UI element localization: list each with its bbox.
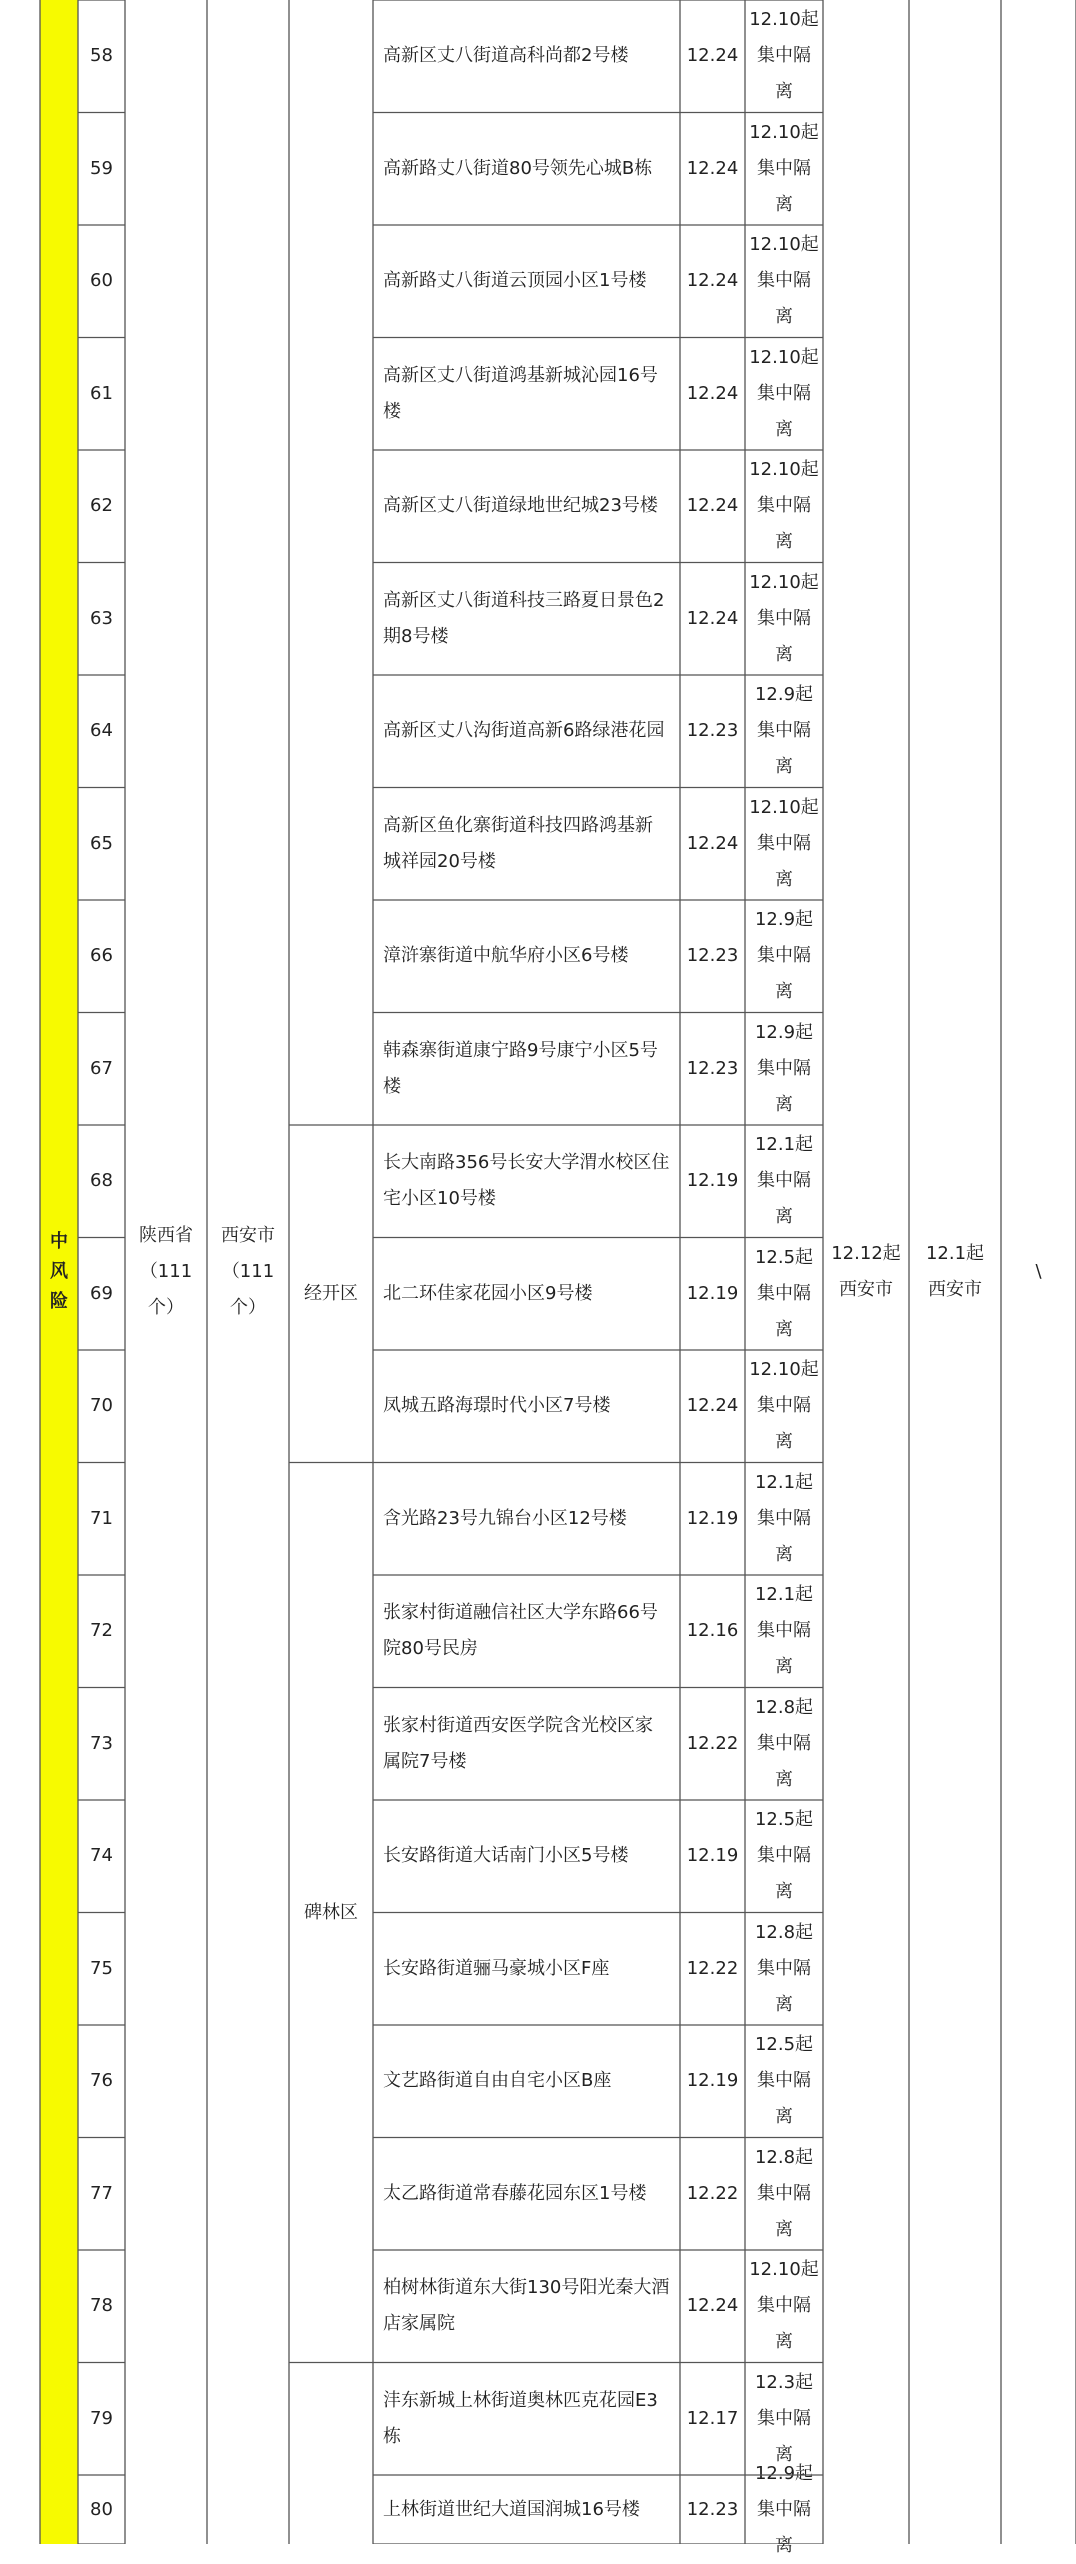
isolation-text-line: 集中隔 [757, 2295, 811, 2317]
isolation-text-line: 集中隔 [756, 1620, 811, 1642]
address-text-line: 上林街道世纪大道国润城16号楼 [383, 2498, 640, 2520]
date-text: 12.24 [686, 270, 739, 292]
row-number: 77 [90, 2182, 113, 2204]
isolation-text-line: 集中隔 [757, 157, 811, 179]
row-number: 64 [90, 720, 113, 742]
isolation-text-line: 离 [774, 2106, 793, 2128]
address-text-line: 太乙路街道常春藤花园东区1号楼 [383, 2182, 647, 2204]
date-text: 12.17 [686, 2407, 739, 2429]
address-text-line: 宅小区10号楼 [383, 1188, 496, 1210]
isolation-text-line: 离 [774, 2443, 793, 2465]
isolation-text-line: 离 [775, 193, 793, 215]
isolation-text-line: 离 [775, 81, 793, 103]
isolation-text-line: 12.10起 [749, 9, 819, 31]
address-text-line: 高新路丈八街道80号领先心城B栋 [383, 157, 653, 179]
isolation-text-line: 集中隔 [756, 2498, 811, 2520]
isolation-text-line: 离 [774, 1318, 793, 1340]
isolation-text-line: 集中隔 [756, 945, 811, 967]
row-number: 66 [90, 945, 113, 967]
isolation-text-line: 12.10起 [749, 796, 819, 818]
row-number: 65 [90, 832, 113, 854]
isolation-text-line: 12.8起 [754, 1921, 814, 1943]
date-text: 12.19 [686, 2070, 739, 2092]
control-start-text-line: 12.12起 [831, 1243, 901, 1264]
row-number: 79 [90, 2407, 113, 2429]
row-number: 78 [90, 2295, 113, 2317]
isolation-text-line: 12.10起 [749, 234, 819, 256]
date-text: 12.22 [686, 2182, 739, 2204]
isolation-text-line: 离 [774, 1543, 793, 1565]
isolation-text-line: 集中隔 [757, 607, 811, 629]
row-number: 63 [90, 607, 113, 629]
row-number: 75 [90, 1957, 113, 1979]
date-text: 12.23 [686, 2498, 739, 2520]
isolation-text-line: 12.5起 [754, 2034, 814, 2056]
date-text: 12.23 [686, 1057, 739, 1079]
row-number: 73 [90, 1732, 113, 1754]
release-text-line: 12.1起 [925, 1243, 985, 1264]
address-text-line: 长大南路356号长安大学渭水校区住 [383, 1152, 670, 1174]
remark-text: \ [1035, 1261, 1042, 1282]
isolation-text-line: 离 [775, 418, 793, 440]
date-text: 12.24 [686, 607, 739, 629]
isolation-text-line: 离 [774, 1206, 793, 1228]
address-text-line: 含光路23号九锦台小区12号楼 [383, 1507, 627, 1529]
isolation-text-line: 12.5起 [754, 1246, 814, 1268]
date-text: 12.19 [686, 1282, 739, 1304]
isolation-text-line: 离 [774, 1093, 793, 1115]
isolation-text-line: 离 [775, 306, 793, 328]
date-text: 12.23 [686, 945, 739, 967]
isolation-text-line: 离 [774, 981, 793, 1003]
address-text-line: 城祥园20号楼 [383, 850, 496, 872]
isolation-text-line: 12.9起 [754, 1021, 814, 1043]
isolation-text-line: 12.1起 [754, 1584, 814, 1606]
date-text: 12.16 [686, 1620, 739, 1642]
isolation-text-line: 12.9起 [754, 2462, 814, 2484]
isolation-text-line: 集中隔 [757, 45, 811, 67]
isolation-text-line: 12.10起 [749, 346, 819, 368]
row-number: 59 [90, 157, 113, 179]
risk-level-label-line: 风 [50, 1261, 68, 1282]
date-text: 12.24 [686, 157, 739, 179]
isolation-text-line: 12.9起 [754, 909, 814, 931]
province-label-line: （111 [139, 1261, 193, 1282]
risk-level-label-line: 中 [50, 1231, 68, 1252]
address-text-line: 栋 [383, 2425, 401, 2447]
address-text-line: 院80号民房 [383, 1638, 478, 1660]
isolation-text-line: 离 [774, 1768, 793, 1790]
date-text: 12.22 [686, 1732, 739, 1754]
isolation-text-line: 集中隔 [756, 1845, 811, 1867]
address-text-line: 长安路街道骊马豪城小区F座 [383, 1957, 610, 1979]
row-number: 58 [90, 45, 113, 67]
address-text-line: 属院7号楼 [383, 1750, 467, 1772]
date-text: 12.24 [686, 45, 739, 67]
date-text: 12.24 [686, 832, 739, 854]
date-text: 12.22 [686, 1957, 739, 1979]
row-number: 62 [90, 495, 113, 517]
isolation-text-line: 离 [774, 2534, 793, 2556]
row-number: 74 [90, 1845, 113, 1867]
release-text-line: 西安市 [927, 1279, 982, 1300]
row-number: 60 [90, 270, 113, 292]
control-start-text-line: 西安市 [839, 1279, 893, 1300]
row-number: 76 [90, 2070, 113, 2092]
isolation-text-line: 离 [775, 531, 793, 553]
date-text: 12.24 [686, 2295, 739, 2317]
isolation-text-line: 离 [774, 1656, 793, 1678]
isolation-text-line: 12.8起 [754, 2146, 814, 2168]
address-text-line: 高新路丈八街道云顶园小区1号楼 [383, 270, 647, 292]
row-number: 69 [90, 1282, 113, 1304]
address-text-line: 高新区丈八街道科技三路夏日景色2 [383, 589, 665, 611]
date-text: 12.24 [686, 382, 739, 404]
address-text-line: 漳浒寨街道中航华府小区6号楼 [383, 945, 629, 967]
address-text-line: 北二环佳家花园小区9号楼 [383, 1282, 593, 1304]
address-text-line: 高新区丈八沟街道高新6路绿港花园 [383, 720, 665, 742]
date-text: 12.19 [686, 1507, 739, 1529]
address-text-line: 长安路街道大话南门小区5号楼 [383, 1845, 629, 1867]
isolation-text-line: 12.10起 [749, 459, 819, 481]
risk-level-label-line: 险 [50, 1291, 68, 1312]
city-label-line: 个） [230, 1297, 266, 1318]
date-text: 12.23 [686, 720, 739, 742]
isolation-text-line: 12.3起 [754, 2371, 814, 2393]
address-text-line: 期8号楼 [383, 625, 449, 647]
address-text-line: 店家属院 [383, 2313, 455, 2335]
row-number: 72 [90, 1620, 113, 1642]
isolation-text-line: 离 [775, 1431, 793, 1453]
date-text: 12.19 [686, 1170, 739, 1192]
isolation-text-line: 离 [774, 756, 793, 778]
address-text-line: 柏树林街道东大街130号阳光秦大酒 [383, 2277, 670, 2299]
address-text-line: 韩森寨街道康宁路9号康宁小区5号 [383, 1039, 658, 1061]
row-number: 67 [90, 1057, 113, 1079]
isolation-text-line: 集中隔 [756, 1732, 811, 1754]
address-text-line: 高新区丈八街道绿地世纪城23号楼 [383, 495, 658, 517]
isolation-text-line: 集中隔 [756, 1057, 811, 1079]
isolation-text-line: 集中隔 [757, 1395, 811, 1417]
isolation-text-line: 集中隔 [757, 495, 811, 517]
isolation-text-line: 集中隔 [756, 1170, 811, 1192]
date-text: 12.24 [686, 495, 739, 517]
isolation-text-line: 集中隔 [757, 832, 811, 854]
row-number: 71 [90, 1507, 113, 1529]
isolation-text-line: 集中隔 [756, 1282, 811, 1304]
address-text-line: 张家村街道融信社区大学东路66号 [383, 1602, 658, 1624]
isolation-text-line: 离 [775, 643, 793, 665]
city-label-line: （111 [221, 1261, 275, 1282]
isolation-text-line: 集中隔 [756, 2182, 811, 2204]
isolation-text-line: 离 [775, 868, 793, 890]
isolation-text-line: 12.10起 [749, 1359, 819, 1381]
isolation-text-line: 集中隔 [756, 1957, 811, 1979]
address-text-line: 张家村街道西安医学院含光校区家 [383, 1714, 653, 1736]
city-label-line: 西安市 [221, 1225, 275, 1246]
isolation-text-line: 12.5起 [754, 1809, 814, 1831]
isolation-text-line: 离 [774, 2218, 793, 2240]
row-number: 80 [90, 2498, 113, 2520]
isolation-text-line: 集中隔 [757, 382, 811, 404]
district-label-beilin: 碑林区 [304, 1901, 358, 1923]
isolation-text-line: 集中隔 [756, 1507, 811, 1529]
isolation-text-line: 12.9起 [754, 684, 814, 706]
address-text-line: 凤城五路海璟时代小区7号楼 [383, 1395, 611, 1417]
address-text-line: 高新区丈八街道鸿基新城沁园16号 [383, 364, 658, 386]
isolation-text-line: 离 [774, 1881, 793, 1903]
isolation-text-line: 12.10起 [749, 571, 819, 593]
province-label-line: 个） [148, 1297, 184, 1318]
isolation-text-line: 集中隔 [756, 720, 811, 742]
date-text: 12.19 [686, 1845, 739, 1867]
row-number: 68 [90, 1170, 113, 1192]
row-number: 70 [90, 1395, 113, 1417]
isolation-text-line: 12.8起 [754, 1696, 814, 1718]
province-label-line: 陕西省 [139, 1225, 193, 1246]
isolation-text-line: 集中隔 [756, 2407, 811, 2429]
address-text-line: 高新区丈八街道高科尚都2号楼 [383, 45, 629, 67]
isolation-text-line: 集中隔 [757, 270, 811, 292]
isolation-text-line: 12.10起 [749, 2259, 819, 2281]
isolation-text-line: 集中隔 [756, 2070, 811, 2092]
district-label-jingkai: 经开区 [304, 1282, 358, 1304]
address-text-line: 楼 [383, 1075, 401, 1097]
address-text-line: 沣东新城上林街道奥林匹克花园E3 [383, 2389, 658, 2411]
isolation-text-line: 12.1起 [754, 1471, 814, 1493]
isolation-text-line: 离 [775, 2331, 793, 2353]
isolation-text-line: 12.10起 [749, 121, 819, 143]
isolation-text-line: 12.1起 [754, 1134, 814, 1156]
address-text-line: 楼 [383, 400, 401, 422]
isolation-text-line: 离 [774, 1993, 793, 2015]
address-text-line: 文艺路街道自由自宅小区B座 [383, 2070, 612, 2092]
address-text-line: 高新区鱼化寨街道科技四路鸿基新 [383, 814, 653, 836]
date-text: 12.24 [686, 1395, 739, 1417]
row-number: 61 [90, 382, 113, 404]
